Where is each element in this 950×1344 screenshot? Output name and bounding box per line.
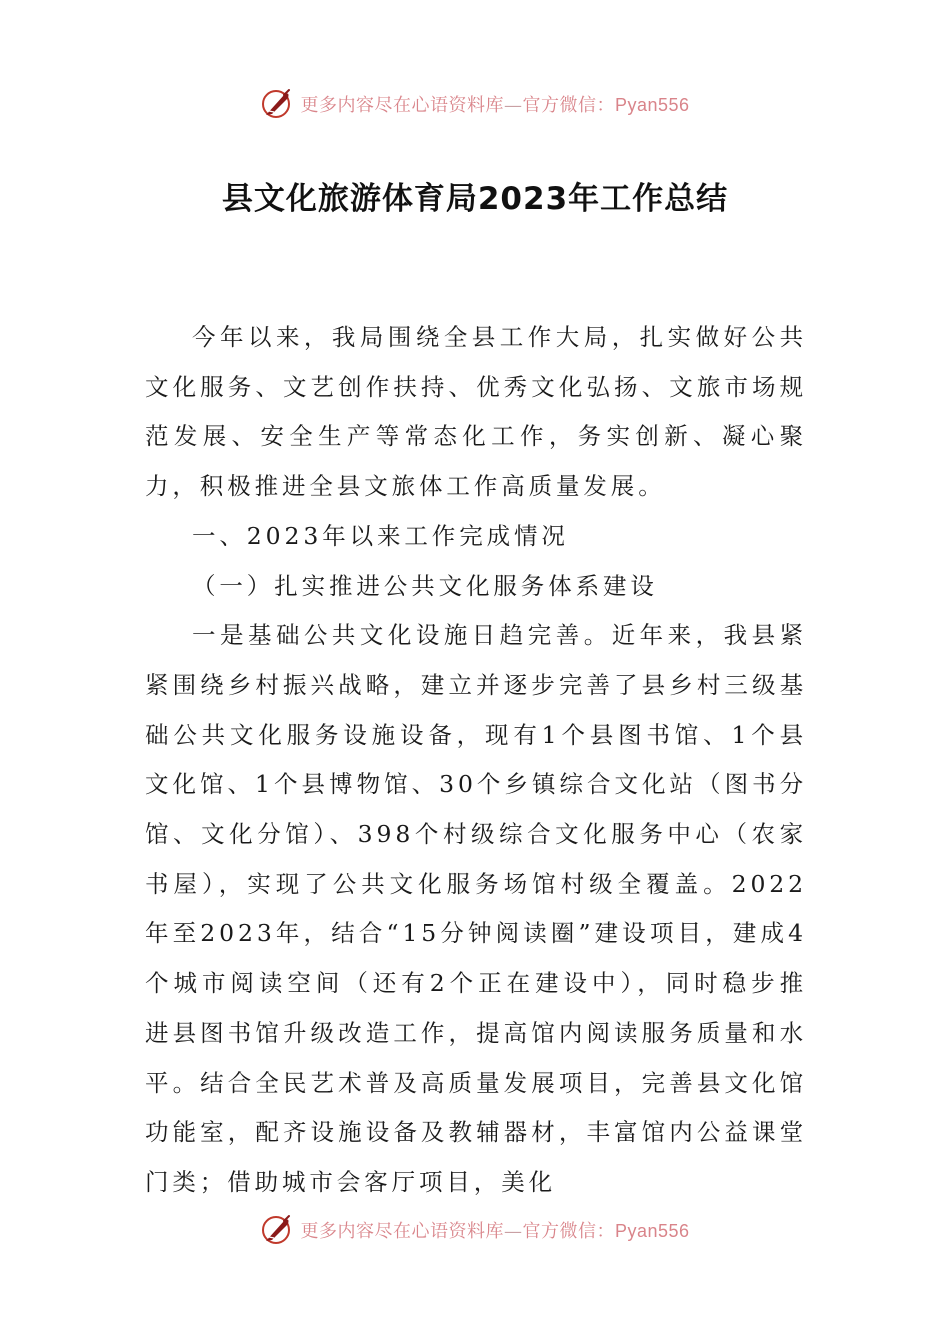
watermark-main: 更多内容尽在心语资料库 xyxy=(300,1221,504,1242)
watermark-content xyxy=(260,1213,689,1247)
header-watermark xyxy=(0,84,950,124)
watermark-content xyxy=(260,87,689,121)
footer-watermark xyxy=(0,1210,950,1250)
watermark-text xyxy=(300,91,689,117)
watermark-wechat-id: Pyan556 xyxy=(614,1221,690,1241)
subsection-heading: （一）扎实推进公共文化服务体系建设 xyxy=(192,571,658,600)
watermark-separator: — xyxy=(503,1221,523,1242)
watermark-text xyxy=(300,1217,689,1243)
watermark-separator: — xyxy=(503,95,523,116)
watermark-official: 官方微信： xyxy=(522,1221,615,1242)
quill-pen-icon xyxy=(260,87,294,121)
document-title: 县文化旅游体育局2023年工作总结 xyxy=(221,181,729,217)
watermark-main: 更多内容尽在心语资料库 xyxy=(300,95,504,116)
watermark-wechat-id: Pyan556 xyxy=(614,95,690,115)
body-paragraph: 一是基础公共文化设施日趋完善。近年来，我县紧紧围绕乡村振兴战略，建立并逐步完善了县乡村三级基础公共文化服务设施设备，现有1个县图书馆、1个县文化馆、1个县博物馆、30个乡镇综合文化站（图书分馆、文化分馆）、398个村级综合文化服务中心（农家书屋），实现了公共文化服务场馆村级全覆盖。2022年至2023年，结合“15分钟阅读圈”建设项目，建成4个城市阅读空间（还有2个正在建设中），同时稳步推进县图书馆升级改造工作，提高馆内阅读服务质量和水平。结合全民艺术普及高质量发展项目，完善县文化馆功能室，配齐设施设备及教辅器材，丰富馆内公益课堂门类；借助城市会客厅项目，美化 xyxy=(145,621,807,1196)
quill-pen-icon xyxy=(260,1213,294,1247)
intro-paragraph: 今年以来，我局围绕全县工作大局，扎实做好公共文化服务、文艺创作扶持、优秀文化弘扬、文旅市场规范发展、安全生产等常态化工作，务实创新、凝心聚力，积极推进全县文旅体工作高质量发展。 xyxy=(145,323,807,501)
watermark-official: 官方微信： xyxy=(522,95,615,116)
section-heading: 一、2023年以来工作完成情况 xyxy=(192,521,569,550)
document-body xyxy=(145,313,807,1208)
